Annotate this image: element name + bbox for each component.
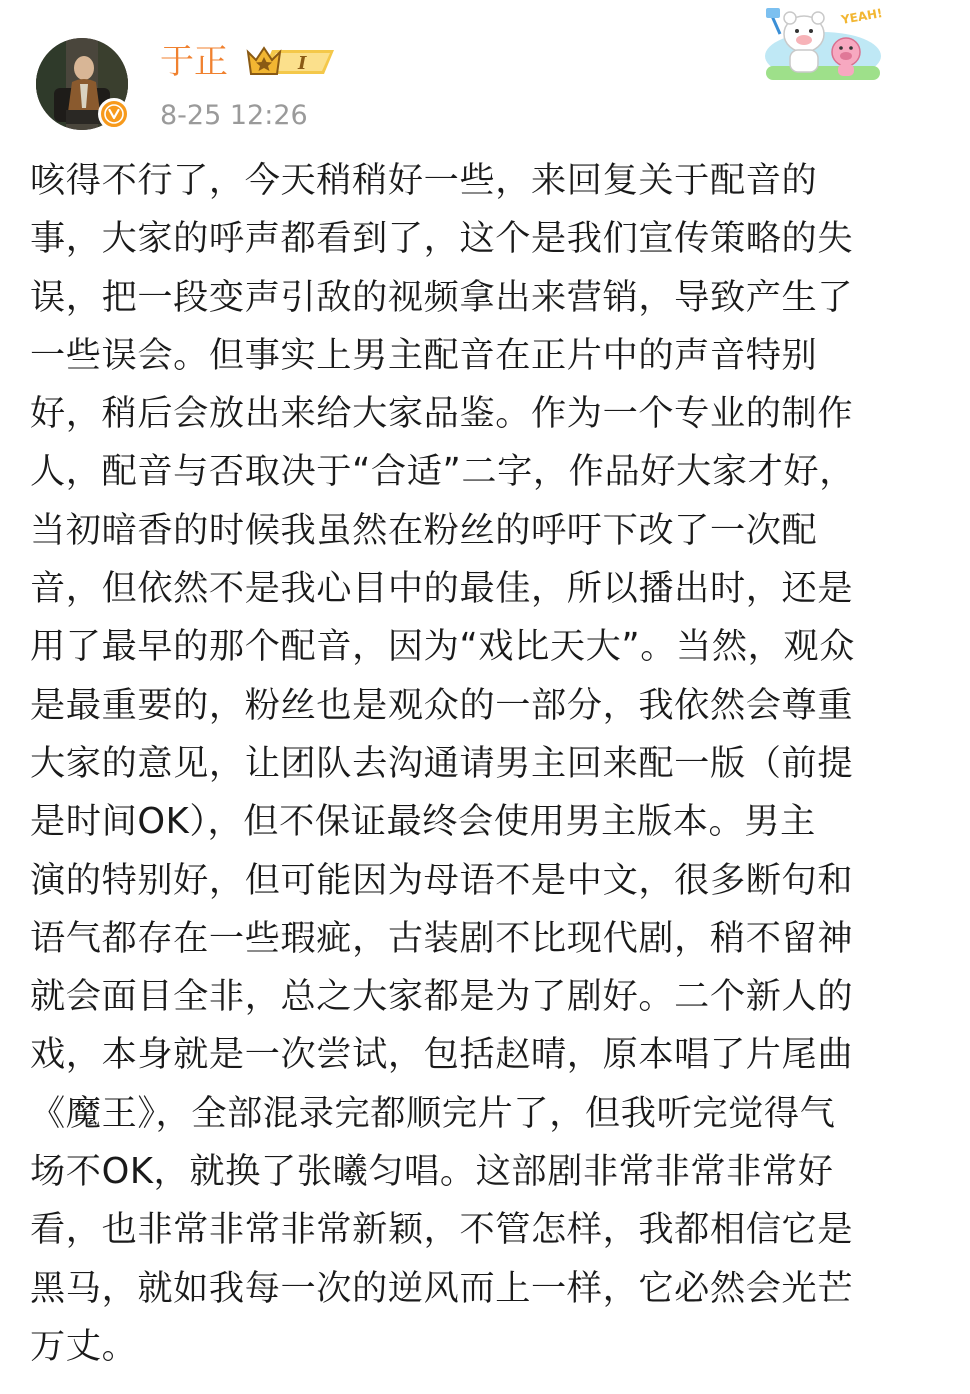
sticker-yeah-text: YEAH! xyxy=(840,5,884,27)
post-body-line: 咳得不行了，今天稍稍好一些，来回复关于配音的 xyxy=(30,160,818,201)
post-body-line: 戏，本身就是一次尝试，包括赵晴，原本唱了片尾曲 xyxy=(30,1034,854,1076)
post-body-line: 一些误会。但事实上男主配音在正片中的声音特别 xyxy=(30,334,818,376)
post-time[interactable]: 8-25 12:26 xyxy=(160,100,308,131)
post-body-line: 黑马，就如我每一次的逆风而上一样，它必然会光芒 xyxy=(30,1267,854,1309)
post-body-line: 用了最早的那个配音，因为“戏比天大”。当然，观众 xyxy=(30,626,855,668)
post-body-line: 万丈。 xyxy=(30,1325,138,1367)
verified-badge-icon xyxy=(98,98,130,130)
post-body-line: 《魔王》，全部混录完都顺完片了，但我听完觉得气 xyxy=(30,1092,836,1134)
vip-level-text: I xyxy=(298,53,307,74)
post-body xyxy=(30,152,946,1376)
vip-level-badge-icon[interactable] xyxy=(244,42,340,82)
post-body-line: 音，但依然不是我心目中的最佳，所以播出时，还是 xyxy=(30,568,854,610)
post-body-line: 好，稍后会放出来给大家品鉴。作为一个专业的制作 xyxy=(30,393,854,435)
post-body-line: 是最重要的，粉丝也是观众的一部分，我依然会尊重 xyxy=(30,684,854,726)
post-body-line: 语气都存在一些瑕疵，古装剧不比现代剧，稍不留神 xyxy=(30,917,854,959)
post-body-line: 看，也非常非常非常新颖，不管怎样，我都相信它是 xyxy=(30,1209,854,1251)
post-body-line: 误，把一段变声引敌的视频拿出来营销，导致产生了 xyxy=(30,276,854,318)
post-body-line: 演的特别好，但可能因为母语不是中文，很多断句和 xyxy=(30,859,854,901)
post-body-line: 当初暗香的时候我虽然在粉丝的呼吁下改了一次配 xyxy=(30,509,818,551)
post-body-line: 事，大家的呼声都看到了，这个是我们宣传策略的失 xyxy=(30,218,854,260)
post-body-line: 人，配音与否取决于“合适”二字，作品好大家才好， xyxy=(30,451,855,493)
post-body-line: 场不OK，就换了张曦匀唱。这部剧非常非常非常好 xyxy=(30,1151,834,1193)
post-body-line: 大家的意见，让团队去沟通请男主回来配一版（前提 xyxy=(30,742,854,784)
post-body-line: 是时间OK），但不保证最终会使用男主版本。男主 xyxy=(30,801,816,843)
author-name[interactable]: 于正 xyxy=(160,42,228,82)
cartoon-sticker-icon xyxy=(762,4,884,84)
post-body-line: 就会面目全非，总之大家都是为了剧好。二个新人的 xyxy=(30,976,854,1018)
